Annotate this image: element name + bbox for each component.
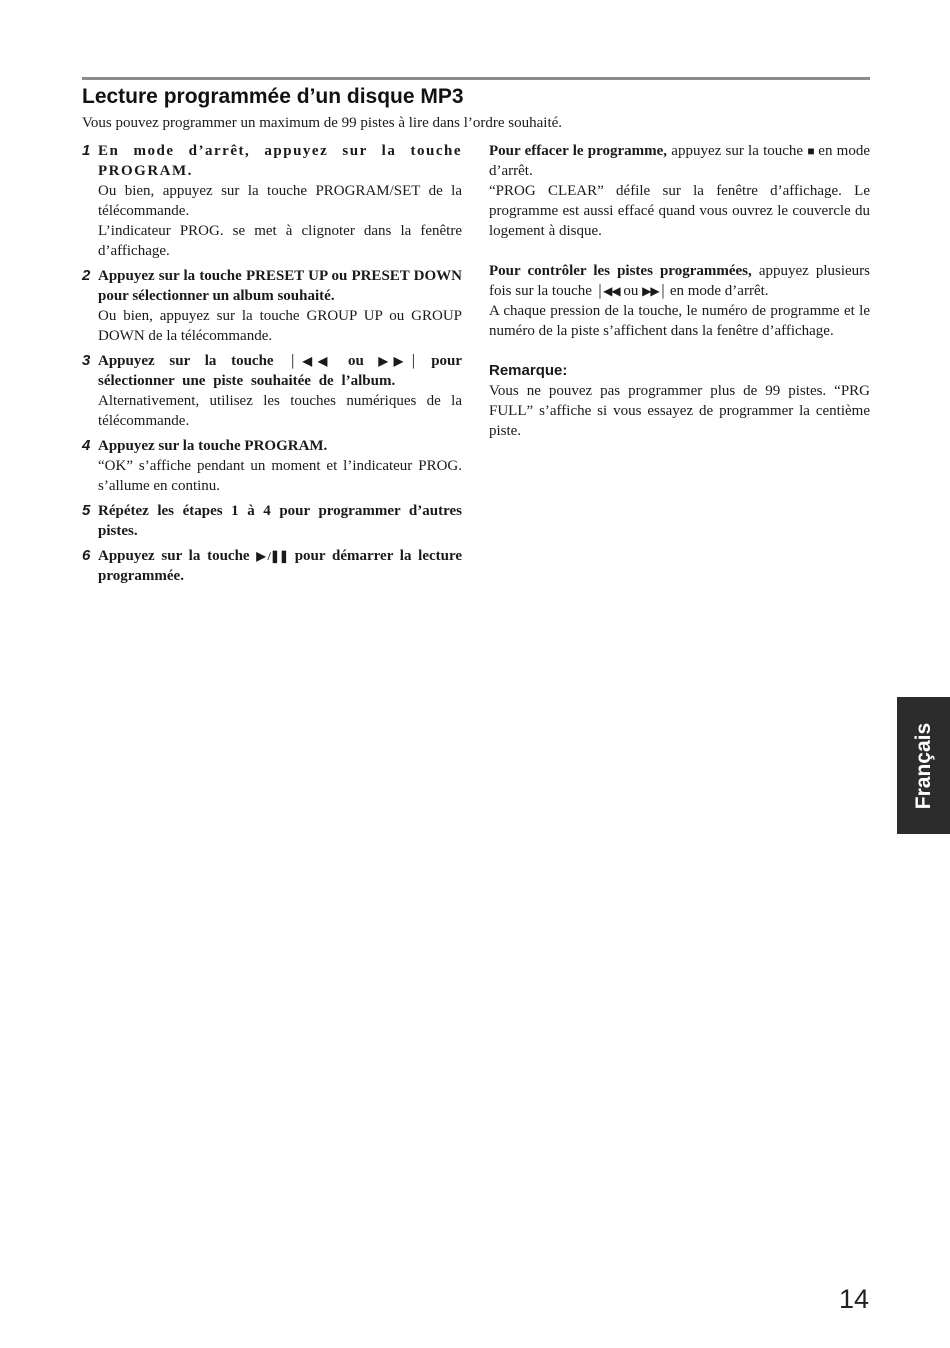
step-2 [82,266,462,346]
step-number: 3 [82,352,91,369]
clear-program-text: en mode d’arrêt. [489,143,871,179]
step-number: 5 [82,502,91,519]
step-heading: En mode d’arrêt, appuyez sur la touche PROGRAM. [98,143,462,179]
step-heading: Répétez les étapes 1 à 4 pour programmer d’autres pistes. [98,503,462,539]
step-heading-part: pour sélectionner une piste souhaitée de l’album. [98,353,463,389]
step-number: 4 [82,437,91,454]
check-program-paragraph [489,261,870,341]
step-6 [82,546,462,586]
step-text: Ou bien, appuyez sur la touche GROUP UP ou GROUP DOWN de la télécommande. [98,308,462,344]
check-program-text: appuyez plusieurs fois sur la touche [489,263,871,299]
next-track-icon: ▶▶│ [378,354,417,368]
next-track-icon: ▶▶│ [642,284,667,298]
step-number: 6 [82,547,91,564]
note-text: Vous ne pouvez pas programmer plus de 99 pistes. “PRG FULL” s’affiche si vous essayez de programmer la centième piste. [489,383,870,439]
check-program-text: A chaque pression de la touche, le numéro de programme et le numéro de la piste s’affichent dans la fenêtre d’affichage. [489,303,870,339]
notes-column [489,141,870,461]
language-tab-label: Français [911,722,935,809]
check-program-text: ou [623,283,639,299]
section-title: Lecture programmée d’un disque MP3 [82,85,464,108]
clear-program-text: appuyez sur la touche [671,143,804,159]
step-heading [98,546,462,586]
previous-track-icon: │◀◀ [288,354,334,368]
header-rule [82,77,870,80]
step-text: Alternativement, utilisez les touches numériques de la télécommande. [98,393,462,429]
step-1 [82,141,462,261]
check-program-lead: Pour contrôler les pistes programmées, [489,263,752,279]
step-number: 1 [82,142,91,159]
step-text: L’indicateur PROG. se met à clignoter dans la fenêtre d’affichage. [98,223,462,259]
previous-track-icon: │◀◀ [595,284,620,298]
play-pause-icon: ▶/❚❚ [256,549,288,563]
clear-program-lead: Pour effacer le programme, [489,143,668,159]
step-heading-part: Appuyez sur la touche [98,353,274,369]
step-heading-part: Appuyez sur la touche [98,548,250,564]
step-text: Ou bien, appuyez sur la touche PROGRAM/SET de la télécommande. [98,183,462,219]
step-heading: Appuyez sur la touche PRESET UP ou PRESET DOWN pour sélectionner un album souhaité. [98,268,462,304]
step-4 [82,436,462,496]
step-heading [98,351,462,391]
check-program-text: en mode d’arrêt. [669,283,769,299]
step-number: 2 [82,267,91,284]
step-heading: Appuyez sur la touche PROGRAM. [98,438,328,454]
stop-icon: ■ [807,144,815,158]
step-heading-part: pour démarrer la lecture programmée. [98,548,463,584]
note-heading: Remarque: [489,362,568,379]
step-5 [82,501,462,541]
page-number: 14 [838,1284,869,1314]
step-text: “OK” s’affiche pendant un moment et l’indicateur PROG. s’allume en continu. [98,458,462,494]
step-heading-part: ou [347,353,364,369]
clear-program-paragraph [489,141,870,241]
language-tab [897,697,950,834]
step-3 [82,351,462,431]
clear-program-text: “PROG CLEAR” défile sur la fenêtre d’affichage. Le programme est aussi effacé quand vous ouvrez le couvercle du logement à disque. [489,183,870,239]
section-intro: Vous pouvez programmer un maximum de 99 pistes à lire dans l’ordre souhaité. [82,115,563,131]
steps-column [82,141,462,591]
